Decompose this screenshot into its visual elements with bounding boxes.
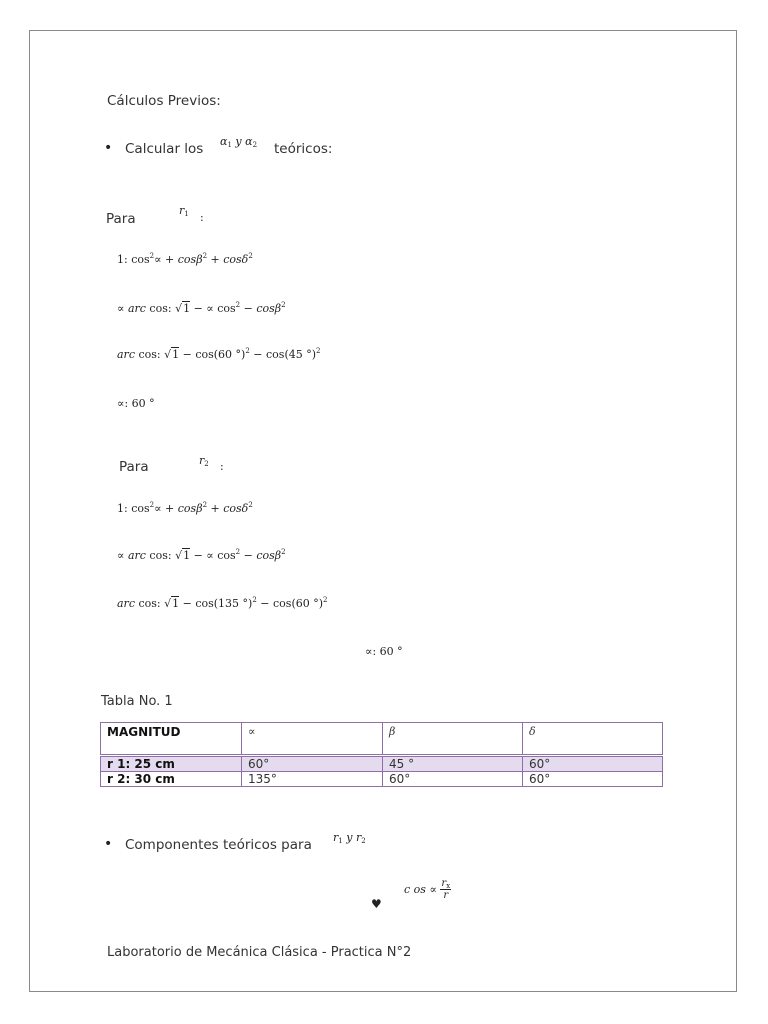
table-cell: 60° bbox=[383, 772, 523, 787]
r2-equation-3: arc cos: √1 − cos(135 °)$^2$ − cos(60 °)$^2$ bbox=[117, 596, 328, 610]
table-header-alpha: ∝ bbox=[242, 723, 383, 756]
table-cell: 45 ° bbox=[383, 756, 523, 772]
bullet-marker: • bbox=[104, 836, 113, 852]
table-row bbox=[101, 756, 663, 772]
magnitude-table bbox=[100, 722, 663, 787]
heading: Cálculos Previos: bbox=[107, 93, 221, 109]
table-header-delta: δ bbox=[523, 723, 663, 756]
table-header-magnitud: MAGNITUD bbox=[101, 723, 242, 756]
r1-equation-2: ∝ arc cos: √1 − ∝ $\cos^2 - \cos\beta^2$ bbox=[117, 301, 286, 315]
table-cell: r 2: 30 cm bbox=[101, 772, 242, 787]
r2-para-label: Para bbox=[119, 459, 149, 475]
table-cell: 60° bbox=[523, 772, 663, 787]
r2-colon: : bbox=[220, 460, 224, 473]
bullet2-text: Componentes teóricos para bbox=[125, 837, 312, 853]
table-cell: 135° bbox=[242, 772, 383, 787]
r2-equation-1: 1: $\cos^2\propto + \cos\beta^2 + \cos\delta^2$ bbox=[117, 501, 253, 515]
r1-para-label: Para bbox=[106, 211, 136, 227]
r2-symbol: $r_2$ bbox=[199, 454, 209, 468]
page-footer: Laboratorio de Mecánica Clásica - Practica N°2 bbox=[107, 945, 412, 960]
bullet-marker: • bbox=[104, 140, 113, 156]
bullet1-text-after: teóricos: bbox=[274, 141, 333, 157]
r1-symbol: $r_1$ bbox=[179, 204, 189, 218]
table-cell: 60° bbox=[242, 756, 383, 772]
bullet2-symbols: $r_1$ y $r_2$ bbox=[333, 831, 366, 845]
bullet1-symbols: $\alpha_1$ y $\alpha_2$ bbox=[220, 135, 258, 149]
r1-colon: : bbox=[200, 211, 204, 224]
r1-result: ∝: 60 ° bbox=[117, 397, 155, 410]
table-header-row bbox=[101, 723, 663, 756]
r2-result: ∝: 60 ° bbox=[365, 645, 403, 658]
table-cell: r 1: 25 cm bbox=[101, 756, 242, 772]
heart-bullet-icon: ♥ bbox=[371, 897, 382, 911]
cos-formula: c os ∝ $\frac{r_x}{r}$ bbox=[404, 878, 451, 901]
table-cell: 60° bbox=[523, 756, 663, 772]
table-row bbox=[101, 772, 663, 787]
r1-equation-3: arc cos: √1 − cos(60 °)$^2$ − cos(45 °)$^2$ bbox=[117, 347, 321, 361]
r1-equation-1: 1: $\cos^2\propto + \cos\beta^2 + \cos\delta^2$ bbox=[117, 252, 253, 266]
bullet1-text-before: Calcular los bbox=[125, 141, 204, 157]
table-header-beta: β bbox=[383, 723, 523, 756]
formula-fraction: $\frac{r_x}{r}$ bbox=[441, 878, 451, 901]
r2-equation-2: ∝ arc cos: √1 − ∝ $\cos^2 - \cos\beta^2$ bbox=[117, 548, 286, 562]
table-caption: Tabla No. 1 bbox=[101, 694, 173, 709]
